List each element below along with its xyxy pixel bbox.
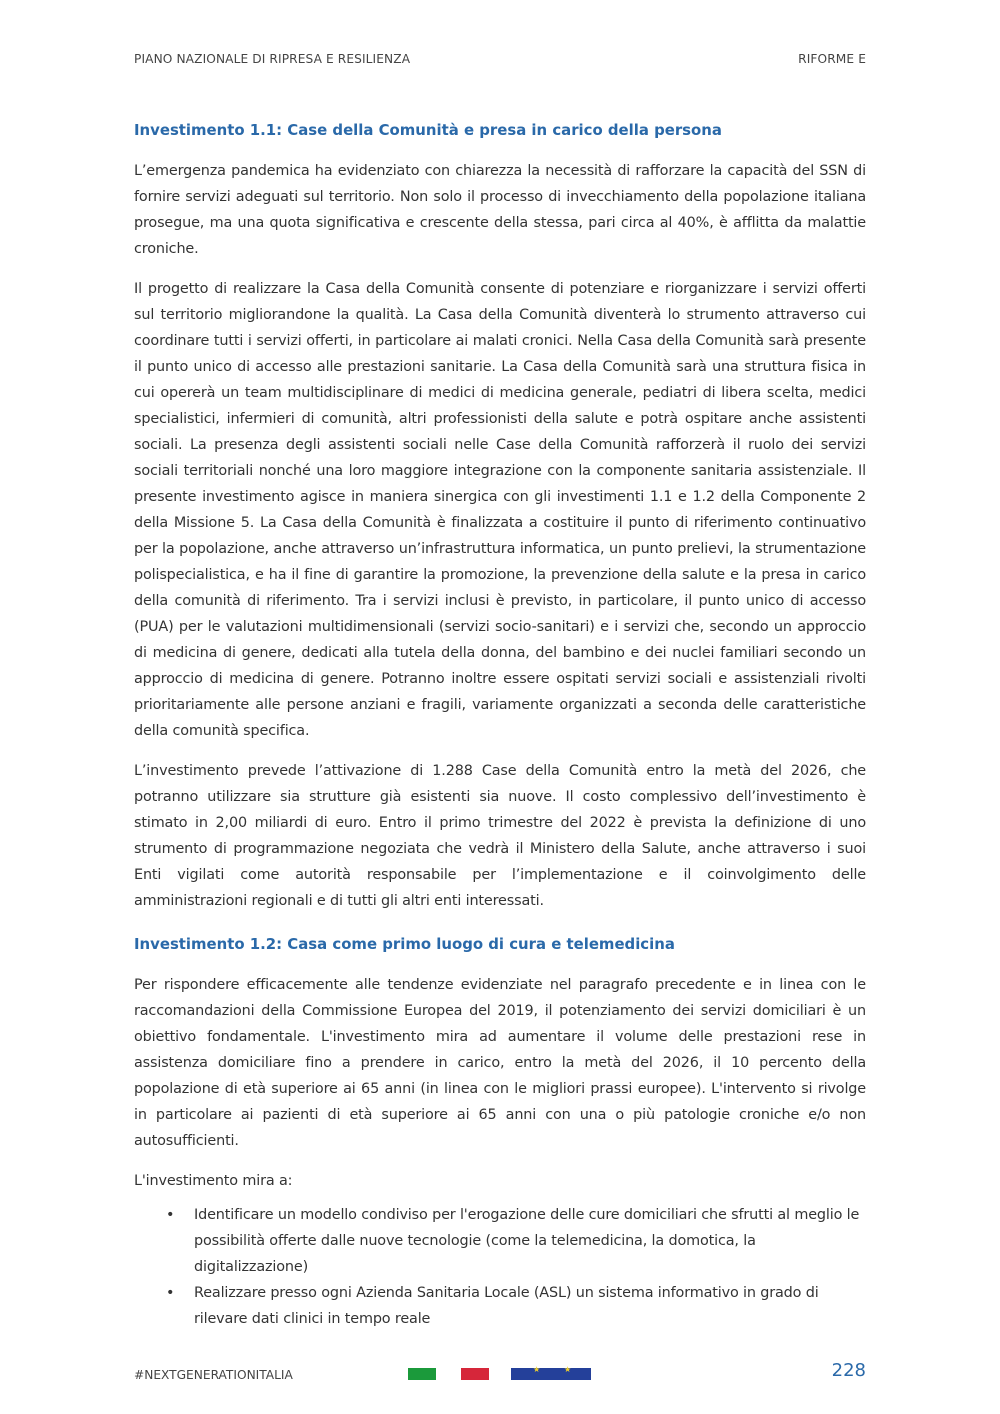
- bullet-icon: •: [166, 1207, 175, 1223]
- italian-flag-red-icon: [461, 1368, 489, 1380]
- section-heading-investimento-1-1: Investimento 1.1: Case della Comunità e presa in carico della persona: [134, 121, 722, 139]
- bullet-icon: •: [166, 1285, 175, 1301]
- header-document-title: PIANO NAZIONALE DI RIPRESA E RESILIENZA: [134, 52, 411, 66]
- list-item-text: Identificare un modello condiviso per l'erogazione delle cure domiciliari che sfrutti al meglio le possibilità offerte dalle nuove tecnologie (come la telemedicina, la domotica, la digitalizzazione): [194, 1207, 860, 1275]
- bullet-list: [134, 1202, 866, 1332]
- list-item: [134, 1280, 866, 1332]
- list-item: [134, 1202, 866, 1280]
- eu-flag-icon: [511, 1365, 591, 1380]
- page-header: [134, 52, 866, 66]
- header-section-title: RIFORME E: [798, 52, 866, 66]
- list-item-text: Realizzare presso ogni Azienda Sanitaria Locale (ASL) un sistema informativo in grado di rilevare dati clinici in tempo reale: [194, 1285, 819, 1327]
- page-footer: [134, 1362, 866, 1392]
- page-content: [134, 118, 866, 1332]
- paragraph: L’emergenza pandemica ha evidenziato con chiarezza la necessità di rafforzare la capacità del SSN di fornire servizi adeguati sul territorio. Non solo il processo di invecchiamento della popolazione italiana prosegue, ma una quota significativa e crescente della stessa, pari circa al 40%, è afflitta da malattie croniche.: [134, 163, 866, 257]
- paragraph: Per rispondere efficacemente alle tendenze evidenziate nel paragrafo precedente e in linea con le raccomandazioni della Commissione Europea del 2019, il potenziamento dei servizi domiciliari è un obiettivo fondamentale. L'investimento mira ad aumentare il volume delle prestazioni rese in assistenza domiciliare fino a prendere in carico, entro la metà del 2026, il 10 percento della popolazione di età superiore ai 65 anni (in linea con le migliori prassi europee). L'intervento si rivolge in particolare ai pazienti di età superiore ai 65 anni con una o più patologie croniche e/o non autosufficienti.: [134, 977, 866, 1149]
- paragraph: Il progetto di realizzare la Casa della Comunità consente di potenziare e riorganizzare i servizi offerti sul territorio migliorandone la qualità. La Casa della Comunità diventerà lo strumento attraverso cui coordinare tutti i servizi offerti, in particolare ai malati cronici. Nella Casa della Comunità sarà presente il punto unico di accesso alle prestazioni sanitarie. La Casa della Comunità sarà una struttura fisica in cui opererà un team multidisciplinare di medici di medicina generale, pediatri di libera scelta, medici specialistici, infermieri di comunità, altri professionisti della salute e potrà ospitare anche assistenti sociali. La presenza degli assistenti sociali nelle Case della Comunità rafforzerà il ruolo dei servizi sociali territoriali nonché una loro maggiore integrazione con la componente sanitaria assistenziale. Il presente investimento agisce in maniera sinergica con gli investimenti 1.1 e 1.2 della Componente 2 della Missione 5. La Casa della Comunità è finalizzata a costituire il punto di riferimento continuativo per la popolazione, anche attraverso un’infrastruttura informatica, un punto prelievi, la strumentazione polispecialistica, e ha il fine di garantire la promozione, la prevenzione della salute e la presa in carico della comunità di riferimento. Tra i servizi inclusi è previsto, in particolare, il punto unico di accesso (PUA) per le valutazioni multidimensionali (servizi socio-sanitari) e i servizi che, secondo un approccio di medicina di genere, dedicati alla tutela della donna, del bambino e dei nuclei familiari secondo un approccio di medicina di genere. Potranno inoltre essere ospitati servizi sociali e assistenziali rivolti prioritariamente alle persone anziani e fragili, variamente organizzati a seconda delle caratteristiche della comunità specifica.: [134, 281, 866, 739]
- section-heading-investimento-1-2: Investimento 1.2: Casa come primo luogo di cura e telemedicina: [134, 935, 675, 953]
- eu-star-icon: ★: [564, 1365, 572, 1374]
- footer-hashtag: #NEXTGENERATIONITALIA: [134, 1368, 293, 1382]
- eu-star-icon: ★: [533, 1365, 541, 1374]
- italian-flag-green-icon: [408, 1368, 436, 1380]
- list-intro: L'investimento mira a:: [134, 1173, 293, 1189]
- paragraph: L’investimento prevede l’attivazione di 1.288 Case della Comunità entro la metà del 2026, che potranno utilizzare sia strutture già esistenti sia nuove. Il costo complessivo dell’investimento è stimato in 2,00 miliardi di euro. Entro il primo trimestre del 2022 è prevista la definizione di uno strumento di programmazione negoziata che vedrà il Ministero della Salute, anche attraverso i suoi Enti vigilati come autorità responsabile per l’implementazione e il coinvolgimento delle amministrazioni regionali e di tutti gli altri enti interessati.: [134, 763, 866, 909]
- page-number: 228: [831, 1360, 866, 1381]
